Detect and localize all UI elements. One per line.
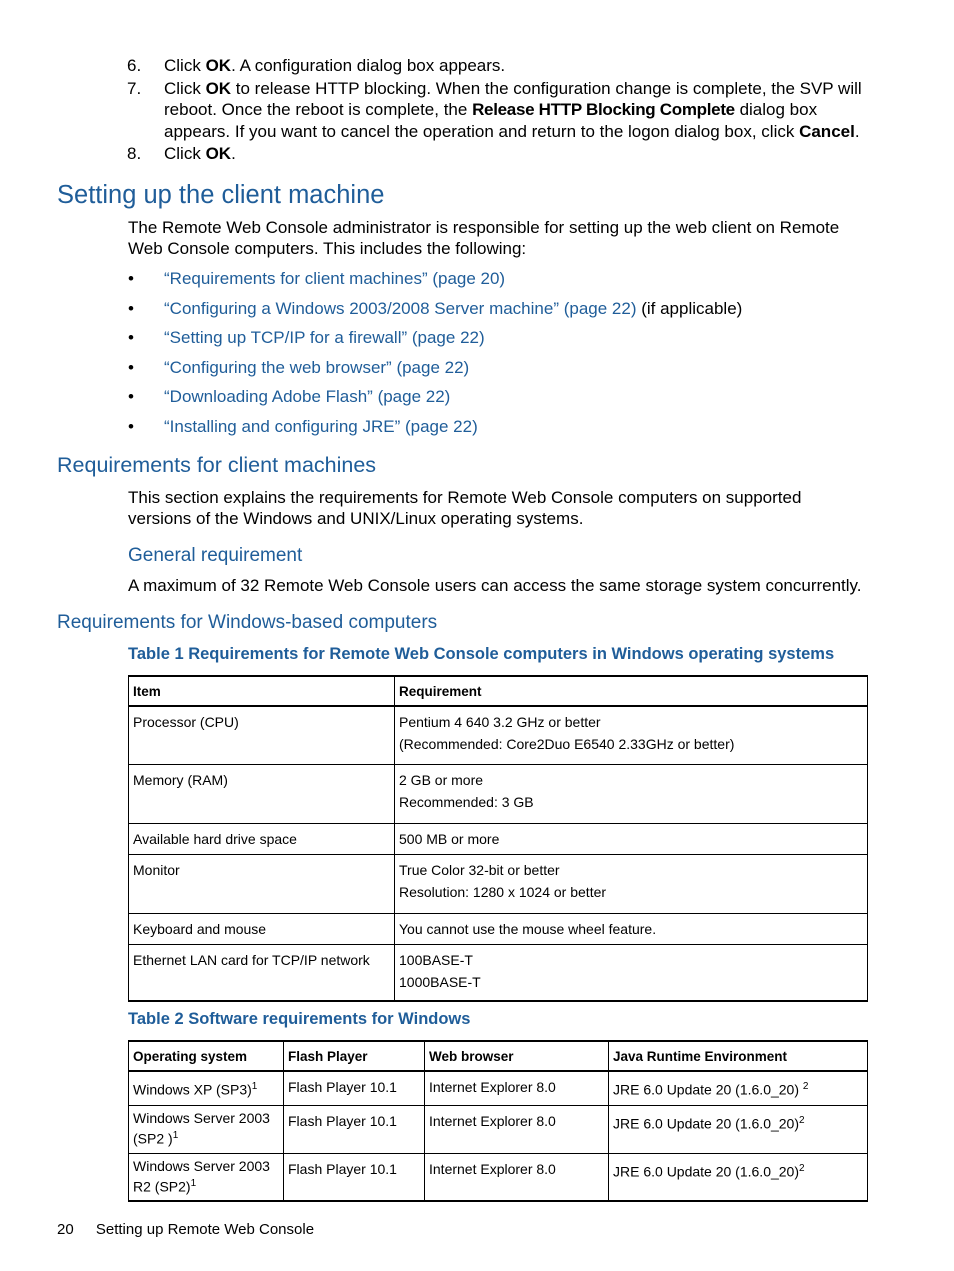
page-link[interactable]: “Configuring the web browser” (page 22) xyxy=(164,357,470,377)
table-cell: You cannot use the mouse wheel feature. xyxy=(395,913,868,944)
footer-title: Setting up Remote Web Console xyxy=(95,1221,315,1238)
table-cell: 2 GB or more Recommended: 3 GB xyxy=(395,764,868,823)
column-header: Web browser xyxy=(425,1041,609,1071)
table-cell: Monitor xyxy=(129,854,395,913)
table-cell: Internet Explorer 8.0 xyxy=(425,1105,609,1153)
column-header: Requirement xyxy=(395,676,868,706)
table-cell: Windows Server 2003 R2 $(SP2)^1$ xyxy=(129,1153,284,1201)
table-row xyxy=(129,1071,868,1105)
step-7: 7. Click OK to release HTTP blocking. When the configuration change is complete, the SVP will reboot. Once the reboot is complete, the Release HTTP Blocking Complete dialog box appears. If you want to cancel the operation and return to the logon dialog box, click Cancel. xyxy=(127,78,862,141)
hardware-requirements-table xyxy=(128,675,868,1002)
table-row xyxy=(129,1153,868,1201)
table-cell: Flash Player 10.1 xyxy=(284,1071,425,1105)
ok-label: OK xyxy=(205,56,232,75)
list-item: • “Configuring a Windows 2003/2008 Server machine” (page 22) (if applicable) xyxy=(128,297,742,327)
column-header: Item xyxy=(129,676,395,706)
bullet-icon: • xyxy=(128,328,134,347)
requirements-intro: This section explains the requirements for Remote Web Console computers on supported versions of the Windows and UNIX/Linux operating systems. xyxy=(128,488,802,528)
step-number: 6. xyxy=(127,56,142,75)
page-link[interactable]: “Requirements for client machines” (page 20) xyxy=(164,269,506,288)
footnote-marker: 1 xyxy=(251,1081,258,1092)
general-requirement-title: General requirement xyxy=(128,545,303,566)
list-item xyxy=(128,326,742,356)
bullet-icon: • xyxy=(128,357,134,377)
column-header: Flash Player xyxy=(284,1041,425,1071)
numbered-steps xyxy=(127,55,877,166)
table-header-row xyxy=(129,1041,868,1071)
table-cell: Memory (RAM) xyxy=(129,764,395,823)
bullet-icon: • xyxy=(128,387,134,406)
windows-requirements-title: Requirements for Windows-based computers xyxy=(57,612,438,633)
list-item xyxy=(128,415,742,445)
table-row xyxy=(129,823,868,854)
table-row xyxy=(129,854,868,913)
footnote-marker: 1 xyxy=(172,1129,179,1141)
step-number: 8. xyxy=(127,144,142,163)
table-row xyxy=(129,764,868,823)
general-requirement-text: A maximum of 32 Remote Web Console users can access the same storage system concurrently. xyxy=(128,576,862,595)
step-number: 7. xyxy=(127,78,142,98)
table-cell: Internet Explorer 8.0 xyxy=(425,1071,609,1105)
footnote-marker: 2 xyxy=(799,1162,805,1174)
table-cell: JRE 6.0 Update 20 (1.6.0_20) $^2$ xyxy=(609,1071,868,1105)
page-footer xyxy=(57,1221,314,1238)
footnote-marker: 1 xyxy=(190,1177,197,1189)
cancel-label: Cancel xyxy=(799,121,855,141)
bullet-icon: • xyxy=(128,269,134,288)
step-8: 8. Click OK. xyxy=(127,144,236,163)
software-requirements-table xyxy=(128,1040,868,1202)
table-cell: 500 MB or more xyxy=(395,823,868,854)
table-cell: Processor (CPU) xyxy=(129,706,395,764)
table-cell: Flash Player 10.1 xyxy=(284,1105,425,1153)
ok-label: OK xyxy=(205,144,232,163)
page-link[interactable]: “Installing and configuring JRE” (page 22) xyxy=(164,416,478,436)
table-cell: Ethernet LAN card for TCP/IP network xyxy=(129,944,395,1001)
table-cell: Windows XP $(SP3)^1$ xyxy=(129,1071,284,1105)
table-cell: Internet Explorer 8.0 xyxy=(425,1153,609,1201)
list-item xyxy=(128,356,742,386)
column-header: Java Runtime Environment xyxy=(609,1041,868,1071)
table2-caption: Table 2 Software requirements for Windows xyxy=(128,1010,471,1028)
column-header: Operating system xyxy=(129,1041,284,1071)
bullet-icon: • xyxy=(128,416,134,436)
table-row xyxy=(129,1105,868,1153)
table-cell: 100BASE-T 1000BASE-T xyxy=(395,944,868,1001)
step-6: 6. Click OK. A configuration dialog box appears. xyxy=(127,56,506,75)
table-cell: Pentium 4 640 3.2 GHz or better (Recommended: Core2Duo E6540 2.33GHz or better) xyxy=(395,706,868,764)
table-cell: JRE 6.0 Update 20 (1.6.0_20)$^2$ xyxy=(609,1105,868,1153)
page-link[interactable]: “Setting up TCP/IP for a firewall” (page 22) xyxy=(164,328,485,347)
table-cell: Available hard drive space xyxy=(129,823,395,854)
section-title: Setting up the client machine xyxy=(57,181,385,209)
table-cell: Keyboard and mouse xyxy=(129,913,395,944)
ok-label: OK xyxy=(205,78,232,98)
bullet-icon: • xyxy=(128,298,134,318)
table-cell: Flash Player 10.1 xyxy=(284,1153,425,1201)
table-row xyxy=(129,944,868,1001)
table-cell: JRE 6.0 Update 20 (1.6.0_20)$^2$ xyxy=(609,1153,868,1201)
list-item xyxy=(128,385,742,415)
footnote-marker: 2 xyxy=(799,1114,805,1126)
subsection-title: Requirements for client machines xyxy=(57,453,377,477)
page-link[interactable]: “Downloading Adobe Flash” (page 22) xyxy=(164,387,451,406)
table-cell: True Color 32-bit or better Resolution: 1280 x 1024 or better xyxy=(395,854,868,913)
link-list xyxy=(128,267,742,444)
list-item xyxy=(128,267,742,297)
table-row xyxy=(129,706,868,764)
dialog-name: Release HTTP Blocking Complete xyxy=(472,100,735,119)
table1-caption: Table 1 Requirements for Remote Web Console computers in Windows operating systems xyxy=(128,645,835,663)
table-row xyxy=(129,913,868,944)
page-number: 20 xyxy=(57,1221,74,1238)
table-cell: Windows Server 2003 (SP2 )$^1$ xyxy=(129,1105,284,1153)
page-link[interactable]: “Configuring a Windows 2003/2008 Server machine” (page 22) xyxy=(164,298,637,318)
section-intro: The Remote Web Console administrator is responsible for setting up the web client on Remote Web Console computers. This includes the following: xyxy=(128,218,840,258)
footnote-marker: 2 xyxy=(802,1081,809,1092)
table-header-row xyxy=(129,676,868,706)
